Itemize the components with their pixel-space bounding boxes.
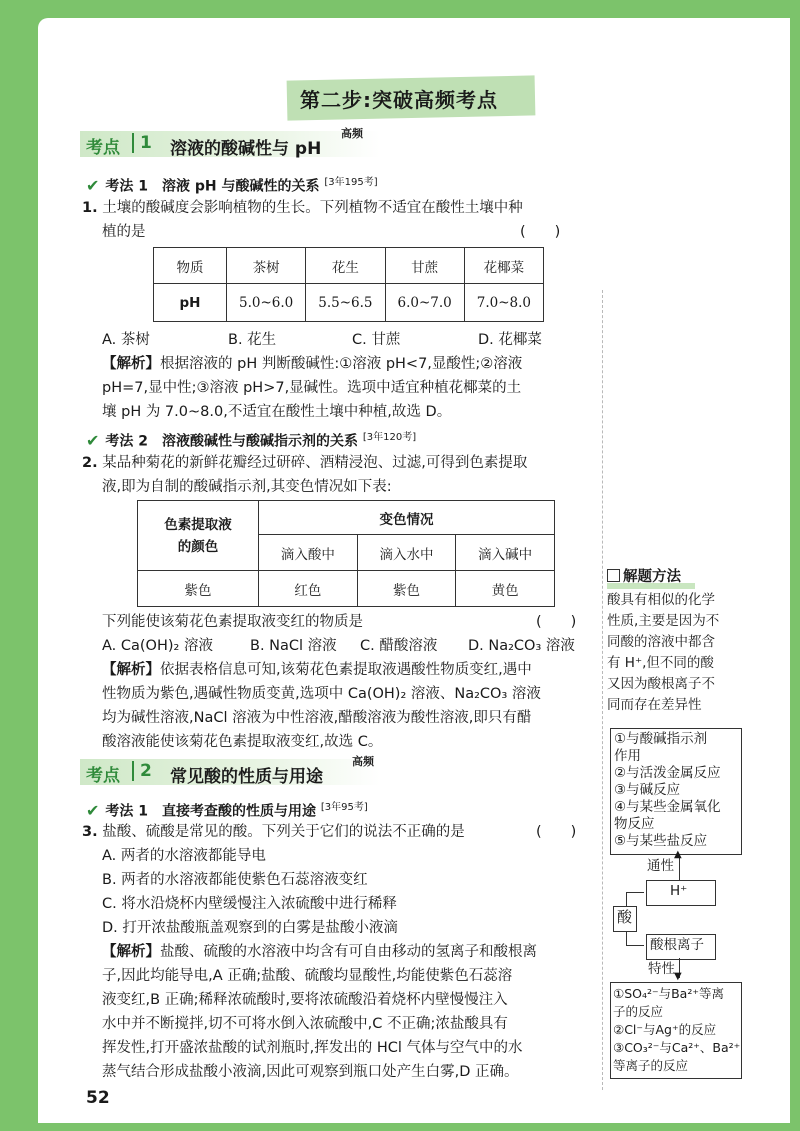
q1-table-header: 物质 <box>154 248 227 284</box>
q1-table-row-label: pH <box>154 284 227 322</box>
q2-table-col-header: 滴入碱中 <box>456 535 555 571</box>
q1-analysis-line2: pH=7,显中性;③溶液 pH>7,显碱性。选项中适宜种植花椰菜的土 <box>102 380 522 396</box>
general-property-line: 物反应 <box>614 816 655 832</box>
arrow-down-icon: ▼ <box>674 971 682 982</box>
sidebar-desc-line: 性质,主要是因为不 <box>607 613 720 629</box>
q2-table-corner: 色素提取液 的颜色 <box>138 501 259 571</box>
special-property-line: 等离子的反应 <box>613 1058 689 1073</box>
q1-stem-line2: 植的是 <box>102 224 146 240</box>
sidebar-desc-line: 又因为酸根离子不 <box>607 676 715 692</box>
sidebar-desc-line: 同酸的溶液中都含 <box>607 634 715 650</box>
acid-label: 酸 <box>617 908 633 926</box>
page-number: 52 <box>86 1088 110 1108</box>
kaodian-2-label: 考点 <box>86 766 120 786</box>
q3-analysis-line3: 液变红,B 正确;稀释浓硫酸时,要将浓硫酸沿着烧杯内壁慢慢注入 <box>102 992 508 1008</box>
sidebar-divider <box>602 290 603 1090</box>
q3-answer-paren: ( ) <box>536 824 577 840</box>
general-property-line: ①与酸碱指示剂 <box>614 731 708 747</box>
general-property-line: ②与活泼金属反应 <box>614 765 721 781</box>
special-property-line: ①SO₄²⁻与Ba²⁺等离 <box>613 986 724 1001</box>
acid-root-label: 酸根离子 <box>650 937 704 953</box>
q2-table-cell: 红色 <box>259 571 358 607</box>
q2-analysis-line4: 酸溶液能使该菊花色素提取液变红,故选 C。 <box>102 734 383 750</box>
q2-table-cell: 黄色 <box>456 571 555 607</box>
general-label: 通性 <box>647 858 674 874</box>
check-icon: ✔ <box>86 430 100 450</box>
q2-option-b: B. NaCl 溶液 <box>250 638 337 654</box>
q2-analysis-line1: 【解析】依据表格信息可知,该菊花色素提取液遇酸性物质变红,遇中 <box>102 662 532 678</box>
check-icon: ✔ <box>86 800 100 820</box>
general-property-line: ⑤与某些盐反应 <box>614 833 708 849</box>
q2-answer-paren: ( ) <box>536 614 577 630</box>
q1-table-cell: 7.0~8.0 <box>464 284 543 322</box>
sidebar-title: 解题方法 <box>607 565 681 586</box>
q1-option-a: A. 茶树 <box>102 332 150 348</box>
q1-table-header: 花椰菜 <box>464 248 543 284</box>
q1-option-b: B. 花生 <box>228 332 277 348</box>
special-property-line: ③CO₃²⁻与Ca²⁺、Ba²⁺ <box>613 1040 741 1055</box>
q3-analysis-line6: 蒸气结合形成盐酸小液滴,因此可观察到瓶口处产生白雾,D 正确。 <box>102 1064 519 1080</box>
special-property-line: ②Cl⁻与Ag⁺的反应 <box>613 1022 717 1037</box>
kaofa-1-2: ✔ 考法 2 溶液酸碱性与酸碱指示剂的关系 [3年120考] <box>86 430 417 450</box>
q1-analysis-line1: 【解析】根据溶液的 pH 判断酸碱性:①溶液 pH<7,显酸性;②溶液 <box>102 356 523 372</box>
q1-ph-table <box>153 247 544 322</box>
q1-stem-line1: 1. 土壤的酸碱度会影响植物的生长。下列植物不适宜在酸性土壤中种 <box>82 200 523 216</box>
q2-question: 下列能使该菊花色素提取液变红的物质是 <box>102 614 363 630</box>
q3-option-a: A. 两者的水溶液都能导电 <box>102 848 266 864</box>
section-banner: 第二步:突破高频考点 <box>300 88 498 112</box>
q3-analysis-line5: 挥发性,打开盛浓盐酸的试剂瓶时,挥发出的 HCl 气体与空气中的水 <box>102 1040 523 1056</box>
special-property-line: 子的反应 <box>613 1004 664 1019</box>
arrow-up-icon: ▲ <box>674 849 682 860</box>
kaodian-2-frequency: 高频 <box>352 755 374 768</box>
special-label: 特性 <box>648 961 675 977</box>
q3-option-c: C. 将水沿烧杯内壁缓慢注入浓硫酸中进行稀释 <box>102 896 397 912</box>
q3-analysis-line1: 【解析】盐酸、硫酸的水溶液中均含有可自由移动的氢离子和酸根离 <box>102 944 537 960</box>
general-property-line: 作用 <box>614 748 641 764</box>
general-property-line: ④与某些金属氧化 <box>614 799 721 815</box>
branch-bottom-line <box>626 945 644 946</box>
q3-option-d: D. 打开浓盐酸瓶盖观察到的白雾是盐酸小液滴 <box>102 920 398 936</box>
q2-option-a: A. Ca(OH)₂ 溶液 <box>102 638 213 654</box>
kaofa-1-1: ✔ 考法 1 溶液 pH 与酸碱性的关系 [3年195考] <box>86 175 378 195</box>
q1-table-header: 茶树 <box>227 248 306 284</box>
q2-analysis-line3: 均为碱性溶液,NaCl 溶液为中性溶液,醋酸溶液为酸性溶液,即只有醋 <box>102 710 532 726</box>
q2-table-col-header: 滴入酸中 <box>259 535 358 571</box>
q2-stem-line2: 液,即为自制的酸碱指示剂,其变色情况如下表: <box>102 479 392 495</box>
q3-analysis-line4: 水中并不断搅拌,切不可将水倒入浓硫酸中,C 不正确;浓盐酸具有 <box>102 1016 508 1032</box>
q1-table-cell: 5.5~6.5 <box>306 284 385 322</box>
q1-option-c: C. 甘蔗 <box>352 332 401 348</box>
sidebar-desc-line: 同而存在差异性 <box>607 697 702 713</box>
q2-color-table <box>137 500 555 607</box>
kaodian-2-number: 2 <box>132 761 152 781</box>
kaodian-1-number: 1 <box>132 133 152 153</box>
note-box-icon <box>607 569 620 582</box>
q1-table-header: 甘蔗 <box>385 248 464 284</box>
q1-option-d: D. 花椰菜 <box>478 332 542 348</box>
sidebar-desc-line: 有 H⁺,但不同的酸 <box>607 655 714 671</box>
q2-analysis-line2: 性物质为紫色,遇碱性物质变黄,选项中 Ca(OH)₂ 溶液、Na₂CO₃ 溶液 <box>102 686 541 702</box>
kaodian-1-frequency: 高频 <box>341 127 363 140</box>
general-property-line: ③与碱反应 <box>614 782 681 798</box>
kaodian-2-title: 常见酸的性质与用途 <box>170 767 323 787</box>
hplus-label: H⁺ <box>670 883 688 899</box>
q2-stem-line1: 2. 某品种菊花的新鲜花瓣经过研碎、酒精浸泡、过滤,可得到色素提取 <box>82 455 528 471</box>
q2-table-cell: 紫色 <box>357 571 456 607</box>
q2-table-group-header: 变色情况 <box>259 501 555 535</box>
q2-option-c: C. 醋酸溶液 <box>360 638 438 654</box>
branch-top-line <box>626 892 644 893</box>
q2-option-d: D. Na₂CO₃ 溶液 <box>468 638 575 654</box>
q1-answer-paren: ( ) <box>520 224 561 240</box>
q2-table-col-header: 滴入水中 <box>357 535 456 571</box>
kaofa-2-1: ✔ 考法 1 直接考查酸的性质与用途 [3年95考] <box>86 800 368 820</box>
q1-table-header: 花生 <box>306 248 385 284</box>
q1-analysis-line3: 壤 pH 为 7.0~8.0,不适宜在酸性土壤中种植,故选 D。 <box>102 404 452 420</box>
check-icon: ✔ <box>86 175 100 195</box>
sidebar-desc-line: 酸具有相似的化学 <box>607 592 715 608</box>
q2-table-cell: 紫色 <box>138 571 259 607</box>
q3-stem: 3. 盐酸、硫酸是常见的酸。下列关于它们的说法不正确的是 <box>82 824 465 840</box>
q3-analysis-line2: 子,因此均能导电,A 正确;盐酸、硫酸均显酸性,均能使紫色石蕊溶 <box>102 968 513 984</box>
kaodian-1-label: 考点 <box>86 138 120 158</box>
q1-table-cell: 5.0~6.0 <box>227 284 306 322</box>
q3-option-b: B. 两者的水溶液都能使紫色石蕊溶液变红 <box>102 872 368 888</box>
q1-table-cell: 6.0~7.0 <box>385 284 464 322</box>
kaodian-1-title: 溶液的酸碱性与 pH <box>170 139 322 159</box>
